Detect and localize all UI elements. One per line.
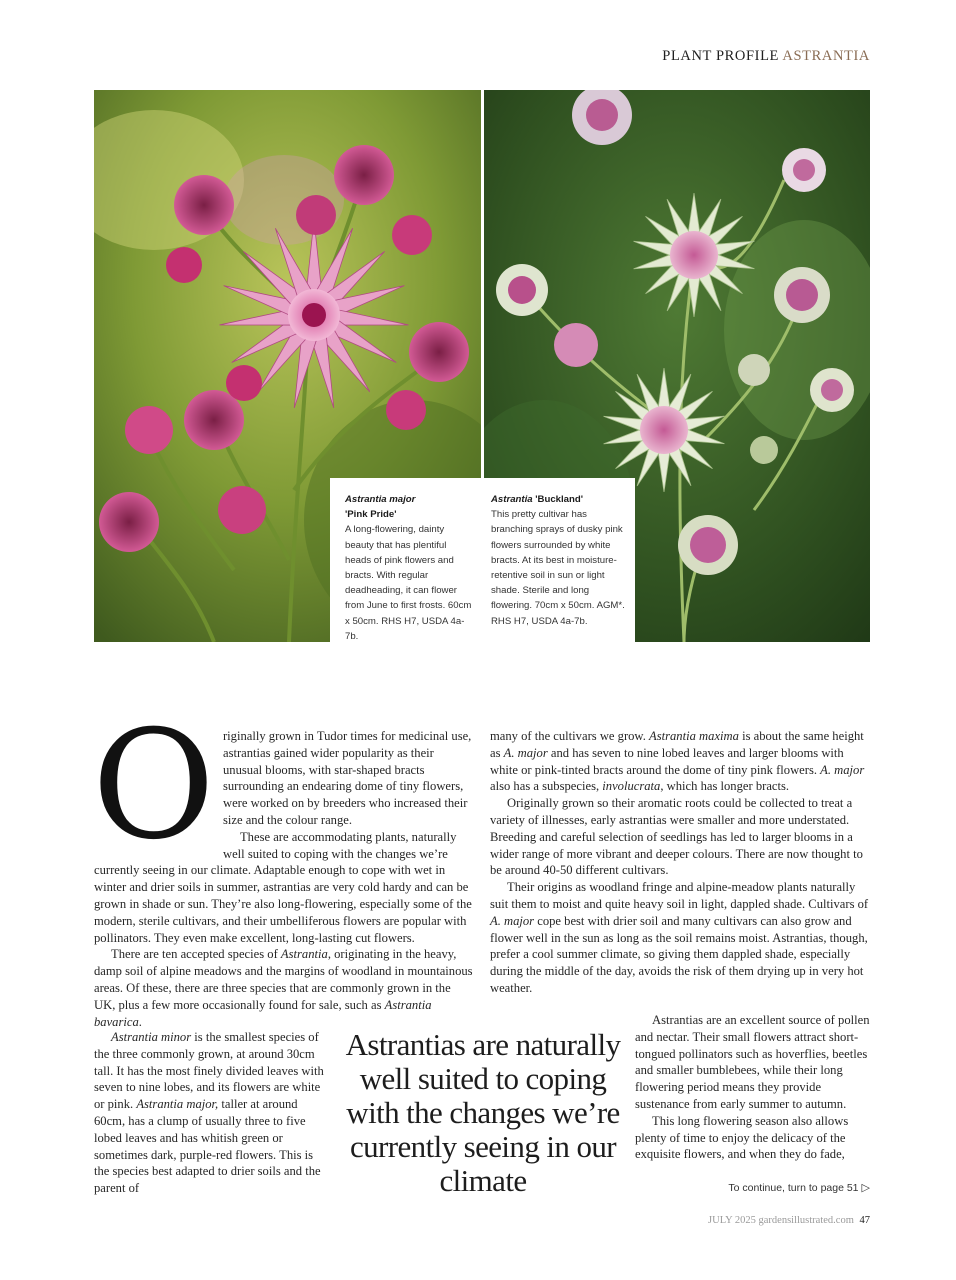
caption-pink-pride-title (345, 492, 475, 522)
article-paragraph-7: Their origins as woodland fringe and alpine-meadow plants naturally suit them to moist and quite heavy soil in light, dappled shade. Cultivars of A. major cope best with drier soil and many cultivars can also grow and flower well in the sun as long as the soil remains moist. Astrantias, though, prefer a cool summer climate, so giving them dappled shade, especially during the middle of the day, avoids the risk of them drying up in very hot weather. (490, 880, 869, 995)
article-paragraph-1: riginally grown in Tudor times for medicinal use, astrantias gained wider popularity as their unusual blooms, with star-shaped bracts surrounding an endearing dome of tiny flowers, were worked on by breeders who increased their size and the colour range. (222, 729, 472, 827)
article-column-left-lower (94, 1029, 330, 1197)
section-label: PLANT PROFILE (662, 48, 779, 64)
caption-pink-pride-cultivar: 'Pink Pride' (345, 509, 397, 521)
article-paragraph-8: Astrantias are an excellent source of pollen and nectar. Their small flowers attract short-tongued pollinators such as hoverflies, beetles and smaller bumblebees, while their long flowering period means they provide sustenance from early summer to autumn. (635, 1013, 870, 1111)
article-paragraph-9: This long flowering season also allows plenty of time to enjoy the delicacy of the exquisite flowers, and when they do fade, (635, 1113, 849, 1162)
article-paragraph-5: many of the cultivars we grow. Astrantia maxima is about the same height as A. major and has seven to nine lobed leaves and larger blooms with white or pink-tinted bracts around the dome of tiny pink flowers. A. major also has a subspecies, involucrata, which has longer bracts. (490, 729, 865, 794)
section-topic: ASTRANTIA (782, 48, 870, 64)
section-header (662, 48, 870, 65)
continue-link[interactable] (728, 1181, 870, 1194)
caption-buckland-cultivar: 'Buckland' (535, 494, 584, 505)
page-number: 47 (859, 1215, 870, 1226)
caption-buckland-species: Astrantia (491, 494, 533, 505)
pull-quote: Astrantias are naturally well suited to coping with the changes we’re currently seeing in our climate (345, 1027, 621, 1198)
caption-box (330, 478, 635, 642)
article-paragraph-4: Astrantia minor is the smallest species of the three commonly grown, at around 30cm tall. It has the most finely divided leaves with seven to nine lobes, and its flowers are white or pink. Astrantia major, taller at around 60cm, has a clump of usually three to five lobed leaves and has whitish green or sometimes dark, purple-red flowers. This is the species best adapted to drier soils and the parent of (94, 1030, 324, 1196)
article-paragraph-2: These are accommodating plants, naturally well suited to coping with the changes we’re currently seeing in our climate. Adaptable enough to cope with wet in winter and drier soils in summer, astrantias are very cold hardy and can be grown in shade or sun. They’re also long-flowering, especially some of the modern, sterile cultivars, and their umbelliferous flowers are popular with pollinators. They even make excellent, long-lasting cut flowers. (94, 829, 472, 945)
triangle-right-icon: ▷ (861, 1182, 870, 1194)
article-paragraph-3: There are ten accepted species of Astrantia, originating in the heavy, damp soil of alpine meadows and the margins of woodland in mountainous areas. Of these, there are three species that are commonly grown in the UK, plus a few more occasionally found for sale, such as Astrantia bavarica. (94, 947, 473, 1029)
caption-pink-pride-text: A long-flowering, dainty beauty that has plentiful heads of pink flowers and bracts. With regular deadheading, it can flower from June to first frosts. 60cm x 50cm. RHS H7, USDA 4a-7b. (345, 524, 472, 642)
caption-buckland (491, 492, 626, 629)
caption-pink-pride (345, 492, 475, 644)
footer-issue: JULY 2025 (708, 1215, 756, 1226)
drop-cap: O (92, 699, 215, 873)
continue-text: To continue, turn to page 51 (728, 1182, 859, 1194)
caption-buckland-title (491, 492, 626, 507)
article-column-right-lower (635, 1012, 870, 1163)
caption-pink-pride-species: Astrantia major (345, 494, 416, 505)
article-paragraph-6: Originally grown so their aromatic roots could be collected to treat a variety of illnesses, early astrantias were smaller and more understated. Breeding and careful selection of seedlings has led to larger blooms in a wider range of more vibrant and deeper colours. There are now thought to be around 40-50 different cultivars. (490, 796, 863, 878)
caption-buckland-text: This pretty cultivar has branching sprays of dusky pink flowers surrounded by white bracts. At its best in moisture-retentive soil in sun or light shade. Sterile and long flowering. 70cm x 50cm. AGM*. RHS H7, USDA 4a-7b. (491, 509, 625, 627)
footer-site: gardensillustrated.com (758, 1215, 854, 1226)
article-column-right-upper (490, 728, 870, 997)
page-footer (708, 1215, 870, 1226)
article-column-left-upper (92, 699, 474, 1030)
